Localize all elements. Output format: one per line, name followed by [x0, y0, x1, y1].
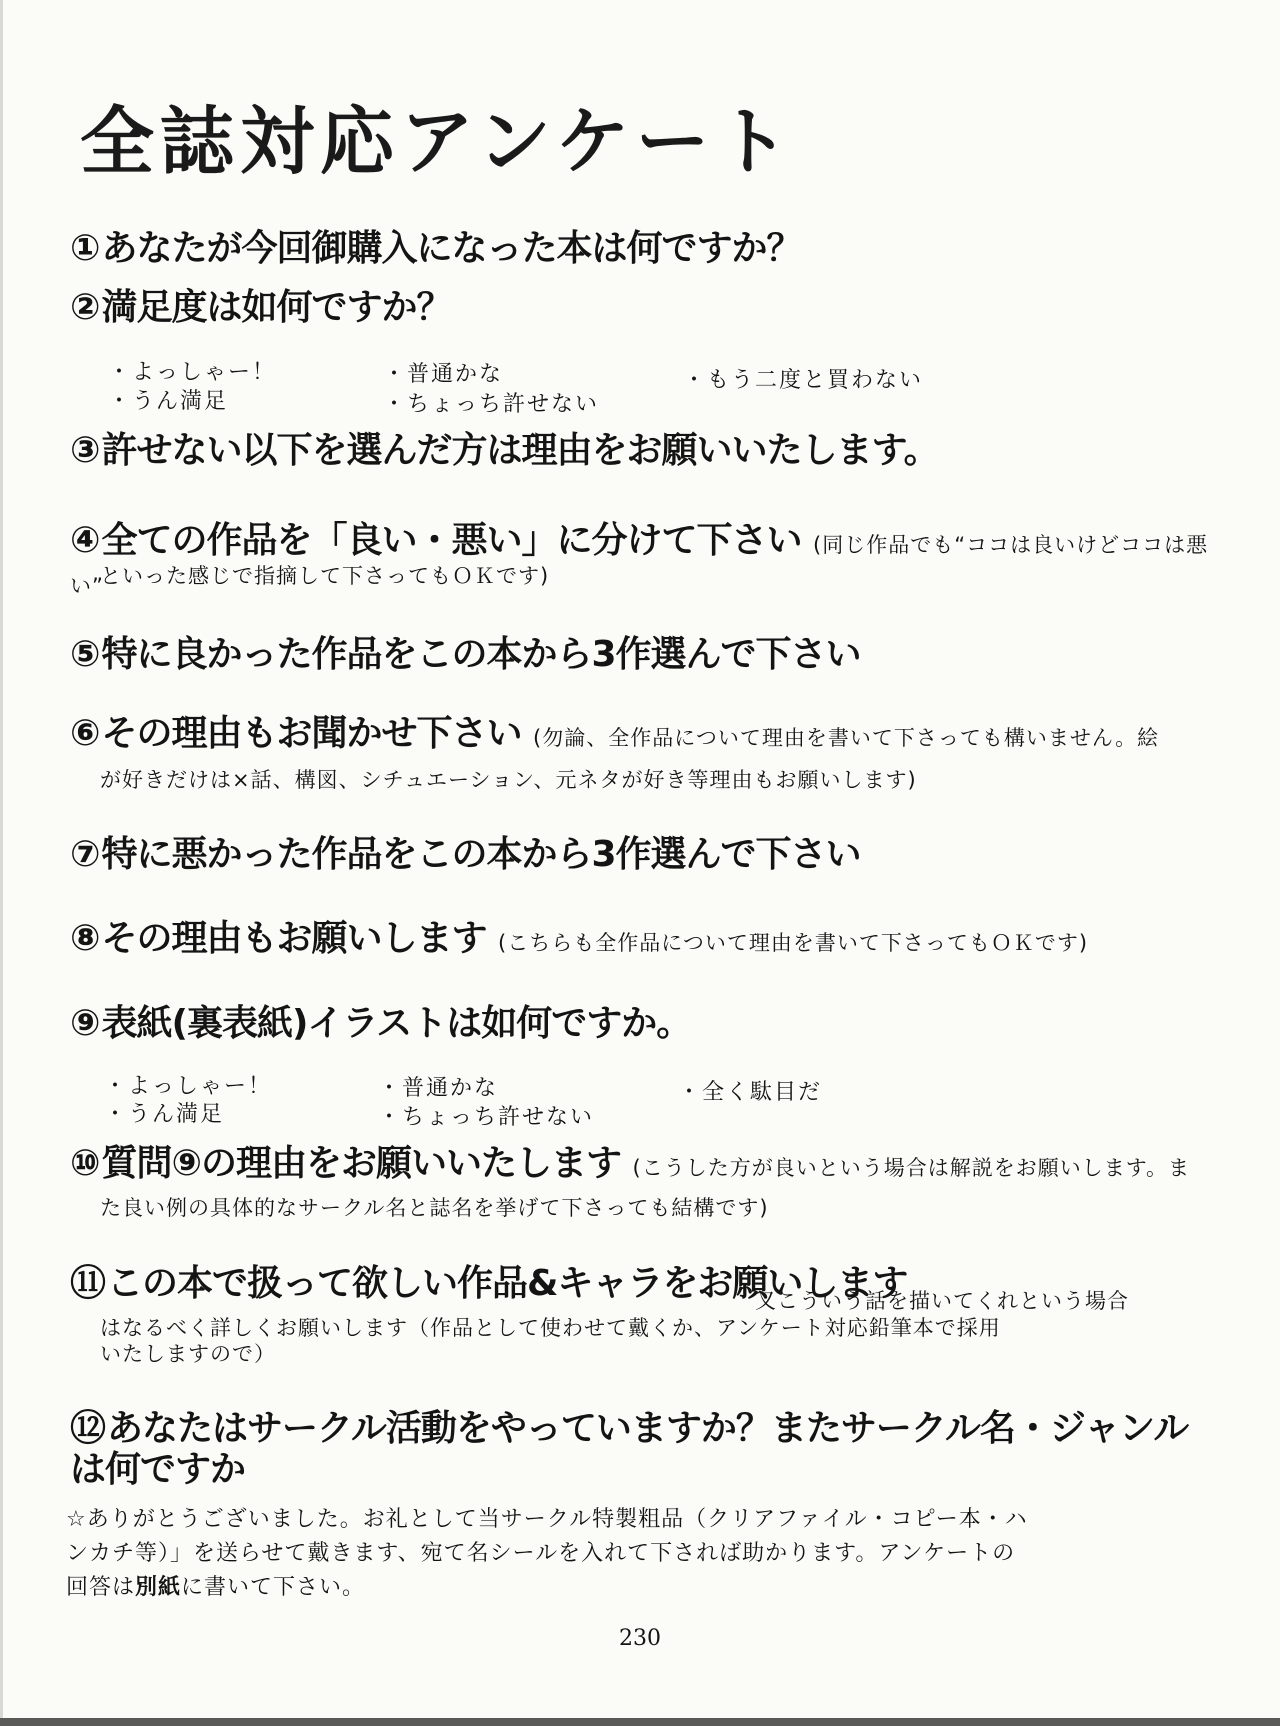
- question-text: その理由もお願いします: [101, 918, 487, 959]
- question-10: [70, 1143, 1220, 1184]
- question-text: 満足度は如何ですか？: [101, 287, 452, 328]
- q9-option: ・全く駄目だ: [678, 1080, 823, 1105]
- thanks-text: 回答は: [66, 1575, 136, 1600]
- thanks-line: ☆ありがとうございました。お礼として当サークル特製粗品（クリアファイル・コピー本・ハ: [66, 1507, 1028, 1532]
- q2-option: ・うん満足: [108, 389, 229, 414]
- question-note-continued: はなるべく詳しくお願いします（作品として使わせて戴くか、アンケート対応鉛筆本で採用: [100, 1316, 1001, 1340]
- question-note: 又こういう話を描いてくれという場合: [755, 1289, 1129, 1313]
- question-12: [70, 1408, 1220, 1491]
- question-text: 特に悪かった作品をこの本から3作選んで下さい: [101, 834, 861, 875]
- question-3: [70, 430, 1220, 471]
- question-note-continued: といった感じで指摘して下さってもＯＫです): [100, 564, 550, 588]
- question-9: [70, 1003, 1220, 1044]
- question-2: [70, 287, 1220, 328]
- q2-option: ・よっしゃー！: [108, 360, 277, 385]
- question-8: [70, 918, 1220, 959]
- thanks-text: に書いて下さい。: [181, 1575, 366, 1600]
- question-text: この本で扱って欲しい作品&キャラをお願いします: [107, 1263, 908, 1304]
- question-note-continued: いたしますので）: [100, 1342, 276, 1366]
- question-text: その理由もお聞かせ下さい: [101, 713, 522, 754]
- page-edge: [0, 0, 3, 1726]
- question-number: ①: [70, 228, 100, 269]
- question-1: [70, 228, 1220, 269]
- question-number: ⑪: [70, 1263, 106, 1304]
- question-5: [70, 634, 1220, 675]
- question-text: 質問⑨の理由をお願いいたします: [101, 1143, 621, 1184]
- question-number: ③: [70, 430, 100, 471]
- question-note-continued: た良い例の具体的なサークル名と誌名を挙げて下さっても結構です): [100, 1196, 769, 1220]
- separate-sheet-label: 別紙: [135, 1575, 182, 1600]
- question-number: ②: [70, 287, 100, 328]
- page-number: 230: [619, 1626, 661, 1651]
- q2-option: ・ちょっち許せない: [383, 392, 600, 417]
- question-note-continued: が好きだけは×話、構図、シチュエーション、元ネタが好き等理由もお願いします): [100, 768, 917, 792]
- q2-option: ・普通かな: [383, 362, 504, 387]
- question-text: 許せない以下を選んだ方は理由をお願いいたします。: [101, 430, 939, 471]
- question-text: あなたが今回御購入になった本は何ですか？: [101, 228, 802, 269]
- question-number: ⑧: [70, 918, 100, 959]
- question-number: ⑥: [70, 713, 100, 754]
- q9-option: ・普通かな: [378, 1076, 499, 1101]
- question-number: ⑦: [70, 834, 100, 875]
- thanks-line: [66, 1571, 1216, 1605]
- question-number: ⑩: [70, 1143, 100, 1184]
- question-text: 特に良かった作品をこの本から3作選んで下さい: [101, 634, 861, 675]
- question-note: (こちらも全作品について理由を書いて下さってもＯＫです): [498, 931, 1089, 955]
- question-number: ④: [70, 520, 100, 561]
- question-number: ⑨: [70, 1003, 100, 1044]
- question-6: [70, 713, 1220, 754]
- question-note: (同じ作品でも“ココは良いけどココは悪い”: [70, 533, 1209, 599]
- question-text: 表紙(裏表紙)イラストは如何ですか。: [101, 1003, 692, 1044]
- question-note: (勿論、全作品について理由を書いて下さっても構いません。絵: [533, 726, 1160, 750]
- question-7: [70, 834, 1220, 875]
- question-number: ⑫: [70, 1408, 106, 1449]
- page-title: 全誌対応アンケート: [80, 99, 796, 185]
- question-number: ⑤: [70, 634, 100, 675]
- q2-option: ・もう二度と買わない: [683, 368, 924, 393]
- page-edge: [0, 1718, 1280, 1726]
- question-text: あなたはサークル活動をやっていますか？またサークル名・ジャンルは何ですか: [70, 1408, 1189, 1491]
- q9-option: ・ちょっち許せない: [378, 1105, 595, 1130]
- q9-option: ・よっしゃー！: [104, 1074, 273, 1099]
- thanks-note: [66, 1503, 1216, 1605]
- q9-option: ・うん満足: [104, 1102, 225, 1127]
- thanks-line: ンカチ等）」を送らせて戴きます、宛て名シールを入れて下されば助かります。アンケートの: [66, 1541, 1016, 1566]
- question-text: 全ての作品を「良い・悪い」に分けて下さい: [101, 520, 802, 561]
- question-note: (こうした方が良いという場合は解説をお願いします。ま: [632, 1156, 1191, 1180]
